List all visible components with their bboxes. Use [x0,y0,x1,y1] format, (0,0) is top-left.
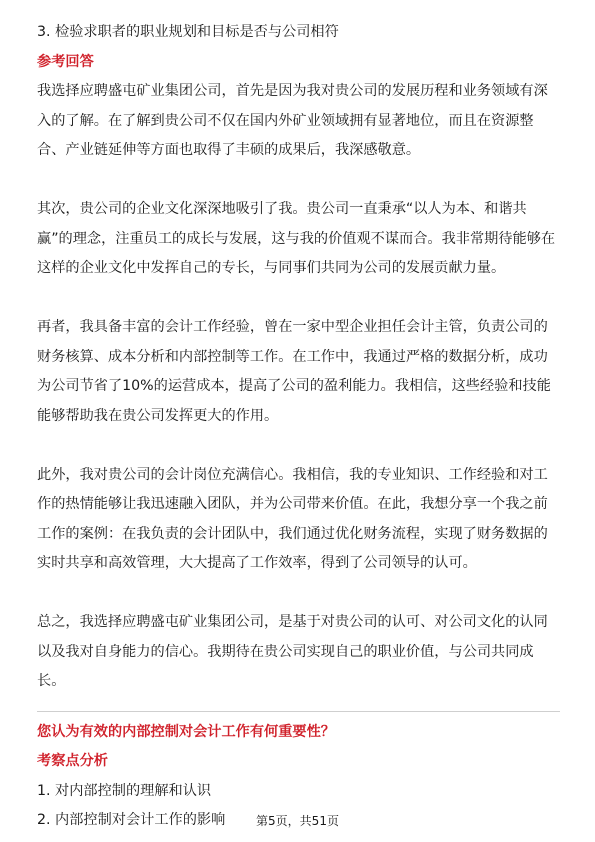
answer-paragraph-3 [37,313,560,431]
answer-paragraph-5 [37,608,560,697]
answer-paragraph-1 [37,77,560,166]
document-body [37,18,560,836]
paragraph-line: 财务核算、成本分析和内部控制等工作。在工作中，我通过严格的数据分析，成功 [37,348,548,365]
paragraph-line: 我选择应聘盛屯矿业集团公司，首先是因为我对贵公司的发展历程和业务领域有深 [37,83,548,99]
paragraph-line: 长。 [37,673,66,689]
paragraph-line: 此外，我对贵公司的会计岗位充满信心。我相信，我的专业知识、工作经验和对工 [37,466,548,483]
page-number: 第5页，共51页 [256,814,339,828]
paragraph-line: 工作的案例：在我负责的会计团队中，我们通过优化财务流程，实现了财务数据的 [37,525,548,542]
section-divider [37,711,560,712]
paragraph-line: 以及我对自身能力的信心。我期待在贵公司实现自己的职业价值，与公司共同成 [37,643,534,660]
paragraph-line: 合、产业链延伸等方面也取得了丰硕的成果后，我深感敬意。 [37,142,421,158]
paragraph-line: 再者，我具备丰富的会计工作经验，曾在一家中型企业担任会计主管，负责公司的 [37,319,548,335]
paragraph-line: 赢”的理念，注重员工的成长与发展，这与我的价值观不谋而合。我非常期待能够在 [37,230,556,247]
paragraph-line: 能够帮助我在贵公司发挥更大的作用。 [37,407,279,424]
answer-label: 参考回答 [37,53,94,70]
paragraph-line: 实时共享和高效管理，大大提高了工作效率，得到了公司领导的认可。 [37,555,477,571]
answer-paragraph-2 [37,195,560,284]
paragraph-line: 为公司节省了10%的运营成本，提高了公司的盈利能力。我相信，这些经验和技能 [37,378,551,394]
paragraph-line: 其次，贵公司的企业文化深深地吸引了我。贵公司一直秉承“以人为本、和谐共 [37,201,527,217]
answer-paragraph-4 [37,461,560,579]
analysis-point: 2. 内部控制对会计工作的影响 [37,812,226,828]
paragraph-line: 作的热情能够让我迅速融入团队，并为公司带来价值。在此，我想分享一个我之前 [37,496,548,512]
paragraph-line: 入的了解。在了解到贵公司不仅在国内外矿业领域拥有显著地位，而且在资源整 [37,112,534,129]
paragraph-line: 总之，我选择应聘盛屯矿业集团公司，是基于对贵公司的认可、对公司文化的认同 [37,614,548,630]
question-title: 您认为有效的内部控制对会计工作有何重要性？ [37,723,335,740]
section-heading: 3. 检验求职者的职业规划和目标是否与公司相符 [37,24,339,40]
analysis-point: 1. 对内部控制的理解和认识 [37,782,212,799]
analysis-label: 考察点分析 [37,753,108,769]
paragraph-line: 这样的企业文化中发挥自己的专长，与同事们共同为公司的发展贡献力量。 [37,260,506,276]
